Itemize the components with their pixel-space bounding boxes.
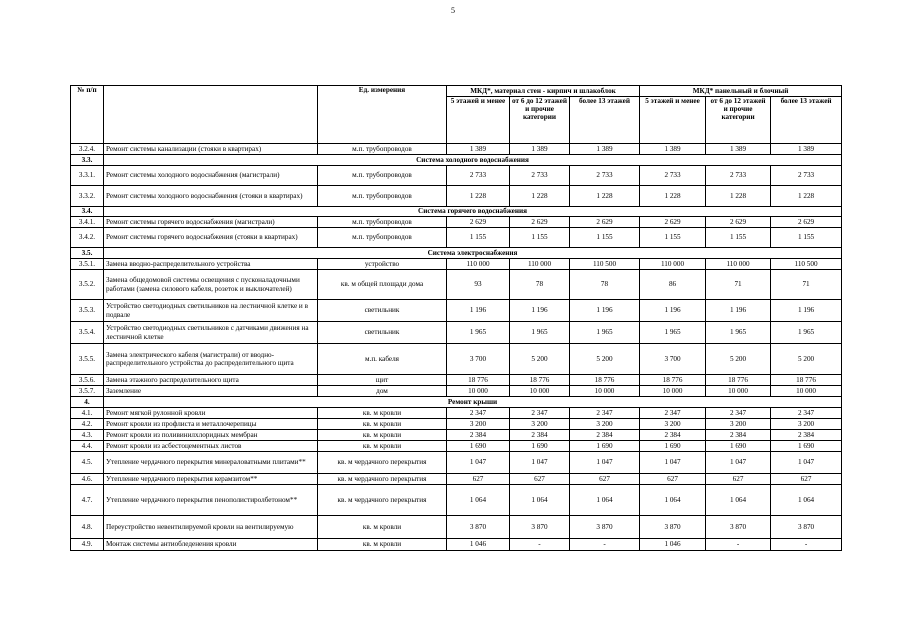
- row-value: 2 733: [447, 166, 510, 186]
- table-row: [71, 419, 842, 430]
- row-unit: м.п. трубопроводов: [318, 186, 447, 207]
- row-name: Ремонт системы горячего водоснабжения (магистрали): [104, 217, 318, 228]
- table-row: [71, 386, 842, 397]
- row-value: 1 389: [706, 144, 771, 155]
- table-row: [71, 485, 842, 516]
- row-value: 1 047: [570, 452, 640, 474]
- row-value: 1 046: [447, 539, 510, 551]
- row-value: 71: [706, 270, 771, 300]
- row-num: 3.4.1.: [71, 217, 104, 228]
- row-value: 2 629: [706, 217, 771, 228]
- row-value: 5 200: [570, 344, 640, 375]
- row-value: 2 347: [447, 408, 510, 419]
- table-row: [71, 430, 842, 441]
- row-value: 2 347: [771, 408, 842, 419]
- row-value: 18 776: [771, 375, 842, 386]
- section-row: [71, 155, 842, 166]
- row-num: 4.7.: [71, 485, 104, 516]
- row-value: 1 196: [570, 300, 640, 322]
- row-value: 1 690: [447, 441, 510, 452]
- section-row: [71, 397, 842, 408]
- row-value: 110 500: [570, 259, 640, 270]
- table-row: [71, 441, 842, 452]
- table-row: [71, 300, 842, 322]
- row-value: 86: [640, 270, 706, 300]
- row-unit: щит: [318, 375, 447, 386]
- section-num: 4.: [71, 397, 104, 408]
- row-value: 2 629: [447, 217, 510, 228]
- row-value: 78: [570, 270, 640, 300]
- row-value: 627: [447, 474, 510, 485]
- row-value: 3 200: [771, 419, 842, 430]
- row-value: 1 228: [570, 186, 640, 207]
- header-sub: 5 этажей и менее: [640, 97, 706, 144]
- row-num: 4.9.: [71, 539, 104, 551]
- row-value: 1 047: [706, 452, 771, 474]
- header-sub: от 6 до 12 этажей и прочие категории: [706, 97, 771, 144]
- header-num: № п/п: [71, 86, 104, 144]
- row-num: 4.5.: [71, 452, 104, 474]
- section-row: [71, 207, 842, 217]
- row-value: 18 776: [510, 375, 570, 386]
- section-row: [71, 248, 842, 259]
- row-value: 2 384: [771, 430, 842, 441]
- row-value: 18 776: [640, 375, 706, 386]
- row-num: 3.5.1.: [71, 259, 104, 270]
- row-value: 1 047: [771, 452, 842, 474]
- row-value: 1 047: [447, 452, 510, 474]
- row-value: 1 228: [771, 186, 842, 207]
- row-value: 3 870: [510, 516, 570, 539]
- row-num: 3.3.2.: [71, 186, 104, 207]
- row-num: 4.2.: [71, 419, 104, 430]
- row-value: 1 389: [640, 144, 706, 155]
- row-num: 3.5.4.: [71, 322, 104, 344]
- cost-table: [70, 85, 842, 551]
- row-value: 2 733: [640, 166, 706, 186]
- table-row: [71, 228, 842, 248]
- row-value: 627: [570, 474, 640, 485]
- row-value: 1 064: [640, 485, 706, 516]
- row-unit: светильник: [318, 322, 447, 344]
- row-name: Замена электрического кабеля (магистрали) от вводно-распределительного устройства до распределительного щита: [104, 344, 318, 375]
- row-value: 1 064: [510, 485, 570, 516]
- header-sub: от 6 до 12 этажей и прочие категории: [510, 97, 570, 144]
- row-value: 1 389: [771, 144, 842, 155]
- row-value: 2 733: [570, 166, 640, 186]
- row-value: 3 200: [447, 419, 510, 430]
- row-value: -: [570, 539, 640, 551]
- header-name: [104, 86, 318, 144]
- row-num: 4.3.: [71, 430, 104, 441]
- row-unit: кв. м кровли: [318, 539, 447, 551]
- row-num: 3.5.2.: [71, 270, 104, 300]
- table-row: [71, 217, 842, 228]
- row-value: 3 200: [510, 419, 570, 430]
- row-name: Утепление чердачного перекрытия пенополистиролбетоном**: [104, 485, 318, 516]
- row-value: 2 384: [640, 430, 706, 441]
- row-value: 3 870: [640, 516, 706, 539]
- row-name: Ремонт кровли из профлиста и металлочерепицы: [104, 419, 318, 430]
- row-unit: кв. м кровли: [318, 516, 447, 539]
- row-value: 1 046: [640, 539, 706, 551]
- row-value: 3 200: [570, 419, 640, 430]
- row-value: 2 733: [510, 166, 570, 186]
- table-body: [71, 144, 842, 551]
- section-title: Система холодного водоснабжения: [104, 155, 842, 166]
- row-unit: м.п. кабеля: [318, 344, 447, 375]
- row-value: 10 000: [570, 386, 640, 397]
- row-num: 4.1.: [71, 408, 104, 419]
- row-value: 10 000: [706, 386, 771, 397]
- row-value: 2 629: [510, 217, 570, 228]
- row-num: 3.3.1.: [71, 166, 104, 186]
- row-unit: м.п. трубопроводов: [318, 228, 447, 248]
- table-row: [71, 516, 842, 539]
- row-num: 4.6.: [71, 474, 104, 485]
- row-name: Замена общедомовой системы освещения с пусконаладочными работами (замена силового кабеля, розеток и выключателей): [104, 270, 318, 300]
- row-unit: дом: [318, 386, 447, 397]
- row-name: Ремонт системы горячего водоснабжения (стояки в квартирах): [104, 228, 318, 248]
- row-value: 18 776: [447, 375, 510, 386]
- row-value: 1 965: [640, 322, 706, 344]
- row-value: 1 196: [706, 300, 771, 322]
- row-value: 110 000: [510, 259, 570, 270]
- row-value: 10 000: [640, 386, 706, 397]
- row-value: -: [771, 539, 842, 551]
- row-unit: кв. м чердачного перекрытия: [318, 485, 447, 516]
- header-sub: 5 этажей и менее: [447, 97, 510, 144]
- row-value: 3 700: [447, 344, 510, 375]
- row-value: 2 384: [570, 430, 640, 441]
- row-value: 1 690: [771, 441, 842, 452]
- row-value: 1 064: [447, 485, 510, 516]
- row-value: 1 965: [706, 322, 771, 344]
- row-value: 1 690: [640, 441, 706, 452]
- row-name: Заземление: [104, 386, 318, 397]
- row-value: 18 776: [570, 375, 640, 386]
- table-row: [71, 375, 842, 386]
- section-num: 3.4.: [71, 207, 104, 217]
- section-title: Ремонт крыши: [104, 397, 842, 408]
- row-value: 1 155: [706, 228, 771, 248]
- table-row: [71, 144, 842, 155]
- row-value: 3 200: [706, 419, 771, 430]
- page-number: 5: [451, 6, 455, 15]
- row-name: Замена вводно-распределительного устройства: [104, 259, 318, 270]
- table-row: [71, 270, 842, 300]
- row-value: 1 196: [447, 300, 510, 322]
- row-value: 1 155: [570, 228, 640, 248]
- row-value: 2 347: [640, 408, 706, 419]
- row-value: 5 200: [706, 344, 771, 375]
- row-unit: кв. м кровли: [318, 441, 447, 452]
- row-name: Ремонт системы канализации (стояки в квартирах): [104, 144, 318, 155]
- row-name: Ремонт кровли из асбестоцементных листов: [104, 441, 318, 452]
- table-row: [71, 539, 842, 551]
- row-unit: м.п. трубопроводов: [318, 144, 447, 155]
- row-value: 1 064: [570, 485, 640, 516]
- table-row: [71, 452, 842, 474]
- header-sub: более 13 этажей: [570, 97, 640, 144]
- row-value: 10 000: [510, 386, 570, 397]
- header-group-panel: МКД* панельный и блочный: [640, 86, 842, 97]
- row-value: 3 870: [570, 516, 640, 539]
- header-sub: более 13 этажей: [771, 97, 842, 144]
- row-name: Утепление чердачного перекрытия минераловатными плитами**: [104, 452, 318, 474]
- row-value: 93: [447, 270, 510, 300]
- row-value: 1 228: [706, 186, 771, 207]
- row-num: 3.5.6.: [71, 375, 104, 386]
- row-value: 1 965: [510, 322, 570, 344]
- row-name: Устройство светодиодных светильников с датчиками движения на лестничной клетке: [104, 322, 318, 344]
- row-value: 1 965: [570, 322, 640, 344]
- row-value: 1 047: [510, 452, 570, 474]
- row-unit: кв. м чердачного перекрытия: [318, 474, 447, 485]
- row-value: 1 064: [771, 485, 842, 516]
- row-value: 2 629: [570, 217, 640, 228]
- table-row: [71, 408, 842, 419]
- row-value: 5 200: [510, 344, 570, 375]
- row-unit: м.п. трубопроводов: [318, 217, 447, 228]
- row-name: Переустройство невентилируемой кровли на вентилируемую: [104, 516, 318, 539]
- row-value: 3 870: [706, 516, 771, 539]
- row-value: 110 000: [640, 259, 706, 270]
- row-name: Ремонт системы холодного водоснабжения (стояки в квартирах): [104, 186, 318, 207]
- table-header: [71, 86, 842, 144]
- row-name: Замена этажного распределительного щита: [104, 375, 318, 386]
- row-value: 1 196: [510, 300, 570, 322]
- row-value: 3 870: [447, 516, 510, 539]
- row-value: -: [510, 539, 570, 551]
- row-value: -: [706, 539, 771, 551]
- row-value: 110 000: [706, 259, 771, 270]
- row-value: 2 733: [706, 166, 771, 186]
- row-num: 3.5.3.: [71, 300, 104, 322]
- row-unit: кв. м кровли: [318, 430, 447, 441]
- row-value: 10 000: [447, 386, 510, 397]
- row-value: 1 690: [510, 441, 570, 452]
- row-value: 2 347: [570, 408, 640, 419]
- table-row: [71, 474, 842, 485]
- row-value: 71: [771, 270, 842, 300]
- section-title: Система горячего водоснабжения: [104, 207, 842, 217]
- row-value: 2 347: [706, 408, 771, 419]
- section-num: 3.5.: [71, 248, 104, 259]
- row-value: 627: [706, 474, 771, 485]
- row-value: 1 155: [640, 228, 706, 248]
- row-value: 1 155: [447, 228, 510, 248]
- row-value: 1 155: [771, 228, 842, 248]
- table-row: [71, 344, 842, 375]
- row-value: 18 776: [706, 375, 771, 386]
- row-value: 2 629: [640, 217, 706, 228]
- row-value: 627: [640, 474, 706, 485]
- row-value: 1 228: [640, 186, 706, 207]
- row-unit: устройство: [318, 259, 447, 270]
- row-value: 1 196: [771, 300, 842, 322]
- row-value: 10 000: [771, 386, 842, 397]
- section-title: Система электроснабжения: [104, 248, 842, 259]
- row-name: Утепление чердачного перекрытия керамзитом**: [104, 474, 318, 485]
- row-value: 2 629: [771, 217, 842, 228]
- row-value: 1 196: [640, 300, 706, 322]
- row-value: 1 389: [447, 144, 510, 155]
- row-value: 1 690: [706, 441, 771, 452]
- row-value: 3 700: [640, 344, 706, 375]
- row-num: 3.5.7.: [71, 386, 104, 397]
- row-value: 78: [510, 270, 570, 300]
- row-value: 2 384: [447, 430, 510, 441]
- row-unit: светильник: [318, 300, 447, 322]
- row-value: 3 870: [771, 516, 842, 539]
- row-value: 1 064: [706, 485, 771, 516]
- row-unit: м.п. трубопроводов: [318, 166, 447, 186]
- header-group-brick: МКД*, материал стен - кирпич и шлакоблок: [447, 86, 640, 97]
- row-name: Ремонт кровли из поливинилхлоридных мембран: [104, 430, 318, 441]
- row-value: 2 347: [510, 408, 570, 419]
- header-unit: Ед. измерения: [318, 86, 447, 144]
- row-name: Ремонт мягкой рулонной кровли: [104, 408, 318, 419]
- row-value: 1 690: [570, 441, 640, 452]
- table-row: [71, 166, 842, 186]
- table-row: [71, 259, 842, 270]
- row-value: 2 733: [771, 166, 842, 186]
- row-num: 4.8.: [71, 516, 104, 539]
- row-value: 2 384: [510, 430, 570, 441]
- row-value: 1 389: [570, 144, 640, 155]
- section-num: 3.3.: [71, 155, 104, 166]
- row-unit: кв. м кровли: [318, 419, 447, 430]
- row-value: 1 155: [510, 228, 570, 248]
- row-name: Монтаж системы антиобледенения кровли: [104, 539, 318, 551]
- row-name: Ремонт системы холодного водоснабжения (магистрали): [104, 166, 318, 186]
- row-value: 110 500: [771, 259, 842, 270]
- row-value: 1 228: [447, 186, 510, 207]
- row-value: 1 965: [447, 322, 510, 344]
- row-num: 3.5.5.: [71, 344, 104, 375]
- row-value: 110 000: [447, 259, 510, 270]
- row-value: 1 047: [640, 452, 706, 474]
- table-row: [71, 186, 842, 207]
- row-name: Устройство светодиодных светильников на лестничной клетке и в подвале: [104, 300, 318, 322]
- row-value: 627: [771, 474, 842, 485]
- row-num: 3.4.2.: [71, 228, 104, 248]
- row-value: 3 200: [640, 419, 706, 430]
- row-value: 627: [510, 474, 570, 485]
- row-unit: кв. м общей площади дома: [318, 270, 447, 300]
- row-value: 1 965: [771, 322, 842, 344]
- row-value: 5 200: [771, 344, 842, 375]
- row-unit: кв. м чердачного перекрытия: [318, 452, 447, 474]
- row-value: 1 389: [510, 144, 570, 155]
- row-value: 2 384: [706, 430, 771, 441]
- table-row: [71, 322, 842, 344]
- row-value: 1 228: [510, 186, 570, 207]
- row-unit: кв. м кровли: [318, 408, 447, 419]
- row-num: 3.2.4.: [71, 144, 104, 155]
- row-num: 4.4.: [71, 441, 104, 452]
